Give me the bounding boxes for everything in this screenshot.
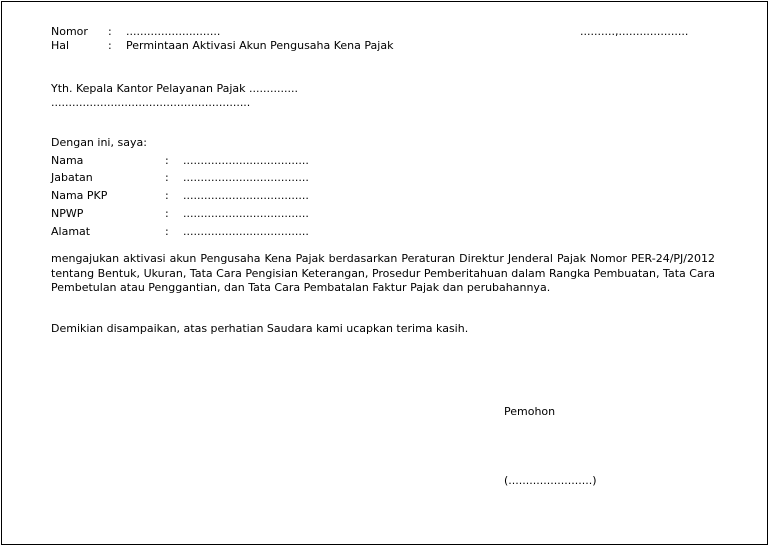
field-label-jabatan: Jabatan [51,171,93,184]
field-label-alamat: Alamat [51,225,91,238]
place-date: ..........,.................... [580,25,689,38]
recipient-line-1: Yth. Kepala Kantor Pelayanan Pajak .............. [51,82,298,95]
nomor-colon: : [108,25,112,38]
recipient-line-2: ......................................................... [51,96,251,109]
field-colon-alamat: : [165,225,169,238]
signature-label: Pemohon [504,405,556,418]
field-label-nama: Nama [51,154,84,167]
nomor-value: ........................... [126,25,221,38]
field-value-npwp: .................................... [183,207,309,220]
nomor-label: Nomor [51,25,88,38]
field-colon-nama-pkp: : [165,189,169,202]
field-colon-npwp: : [165,207,169,220]
field-value-nama: .................................... [183,154,309,167]
field-value-nama-pkp: .................................... [183,189,309,202]
hal-label: Hal [51,39,70,52]
closing-paragraph: Demikian disampaikan, atas perhatian Saudara kami ucapkan terima kasih. [51,322,469,335]
signature-name: (........................) [504,474,597,487]
field-value-jabatan: .................................... [183,171,309,184]
identity-intro: Dengan ini, saya: [51,136,147,149]
field-label-nama-pkp: Nama PKP [51,189,108,202]
field-value-alamat: .................................... [183,225,309,238]
field-colon-nama: : [165,154,169,167]
field-label-npwp: NPWP [51,207,84,220]
hal-value: Permintaan Aktivasi Akun Pengusaha Kena Pajak [126,39,394,52]
field-colon-jabatan: : [165,171,169,184]
hal-colon: : [108,39,112,52]
document-page [1,1,768,545]
request-paragraph: mengajukan aktivasi akun Pengusaha Kena Pajak berdasarkan Peraturan Direktur Jenderal Pajak Nomor PER-24/PJ/2012 tentang Bentuk, Ukuran, Tata Cara Pengisian Keterangan, Prosedur Pemberitahuan dalam Rangka Pembuatan, Tata Cara Pembetulan atau Penggantian, dan Tata Cara Pembatalan Faktur Pajak dan perubahannya. [51,252,715,295]
